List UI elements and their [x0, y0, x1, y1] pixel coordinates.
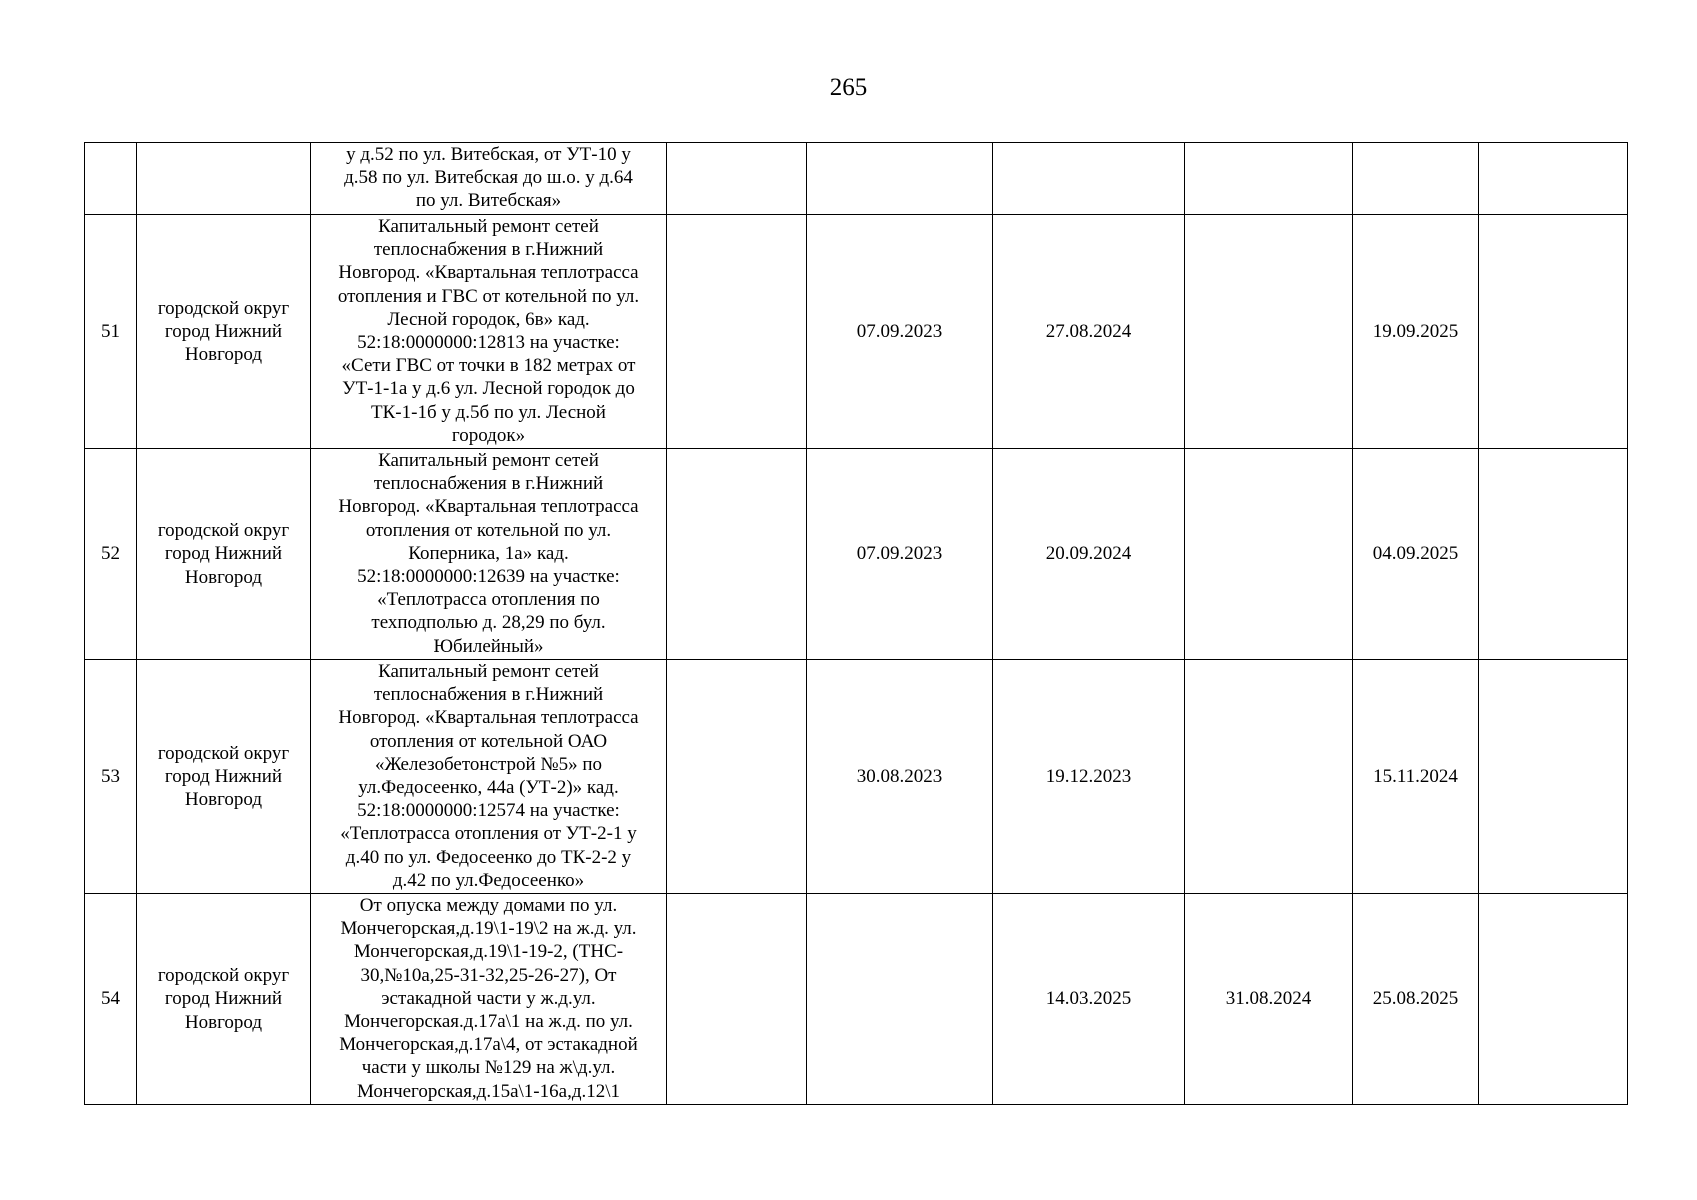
date-cell-4: [1353, 215, 1479, 449]
object-description-cell: [311, 143, 667, 215]
object-description-cell-text: От опуска между домами по ул. Мончегорская,д.19\1-19\2 на ж.д. ул. Мончегорская,д.19\1-19-2, (ТНС- 30,№10а,25-31-32,25-26-27), От эстакадной части у ж.д.ул. Мончегорская.д.17а\1 на ж.д. по ул. Мончегорская,д.17а\4, от эстакадной части у школы №129 на ж\д.ул. Мончегорская,д.15а\1-16а,д.12\1: [339, 895, 638, 1102]
date-cell-2-text: 19.12.2023: [1045, 765, 1132, 787]
date-cell-4-text: 19.09.2025: [1372, 320, 1459, 342]
date-cell-4-text: 25.08.2025: [1372, 988, 1459, 1010]
object-description-cell: [311, 894, 667, 1105]
object-description-cell: [311, 449, 667, 660]
date-cell-3: [1185, 894, 1353, 1105]
date-cell-1-text: 07.09.2023: [856, 320, 943, 342]
date-cell-4-text: 04.09.2025: [1372, 543, 1459, 565]
date-cell-3: [1185, 215, 1353, 449]
object-description-cell-text: Капитальный ремонт сетей теплоснабжения в г.Нижний Новгород. «Квартальная теплотрасса отопления от котельной по ул. Коперника, 1а» кад. 52:18:0000000:12639 на участке: «Теплотрасса отопления по техподполью д. 28,29 по бул. Юбилейный»: [338, 450, 639, 657]
row-number-cell: [85, 449, 137, 660]
empty-cell: [1479, 660, 1628, 894]
date-cell-1: [807, 660, 993, 894]
table-row: [85, 894, 1628, 1105]
empty-cell: [667, 449, 807, 660]
register-table: [84, 142, 1628, 1105]
empty-cell: [667, 894, 807, 1105]
date-cell-3: [1185, 143, 1353, 215]
municipality-cell-text: городской округ город Нижний Новгород: [157, 297, 290, 366]
row-number-cell-text: 51: [101, 320, 120, 342]
date-cell-2: [993, 449, 1185, 660]
date-cell-1-text: 30.08.2023: [856, 765, 943, 787]
empty-cell: [1479, 143, 1628, 215]
object-description-cell-text: у д.52 по ул. Витебская, от УТ-10 у д.58 по ул. Витебская до ш.о. у д.64 по ул. Витебская»: [344, 144, 633, 212]
municipality-cell-text: городской округ город Нижний Новгород: [157, 520, 290, 588]
municipality-cell-text: городской округ город Нижний Новгород: [157, 965, 290, 1033]
date-cell-4: [1353, 660, 1479, 894]
date-cell-1-text: 07.09.2023: [856, 543, 943, 565]
row-number-cell-text: 54: [101, 988, 120, 1010]
date-cell-1: [807, 143, 993, 215]
table-row: [85, 215, 1628, 449]
date-cell-3: [1185, 660, 1353, 894]
date-cell-4-text: 15.11.2024: [1373, 765, 1458, 787]
empty-cell: [1479, 449, 1628, 660]
date-cell-3-text: 31.08.2024: [1225, 988, 1312, 1010]
municipality-cell: [137, 449, 311, 660]
date-cell-2: [993, 894, 1185, 1105]
empty-cell: [667, 143, 807, 215]
date-cell-2-text: 14.03.2025: [1045, 988, 1132, 1010]
municipality-cell: [137, 894, 311, 1105]
empty-cell: [667, 660, 807, 894]
date-cell-4: [1353, 449, 1479, 660]
row-number-cell: [85, 660, 137, 894]
municipality-cell: [137, 215, 311, 449]
row-number-cell: [85, 894, 137, 1105]
row-number-cell: [85, 143, 137, 215]
date-cell-2-text: 20.09.2024: [1045, 543, 1132, 565]
table-row: [85, 143, 1628, 215]
date-cell-4: [1353, 894, 1479, 1105]
object-description-cell: [311, 660, 667, 894]
date-cell-2: [993, 215, 1185, 449]
row-number-cell-text: 53: [101, 765, 120, 787]
table-row: [85, 449, 1628, 660]
date-cell-3: [1185, 449, 1353, 660]
municipality-cell: [137, 143, 311, 215]
empty-cell: [667, 215, 807, 449]
row-number-cell: [85, 215, 137, 449]
date-cell-2-text: 27.08.2024: [1045, 320, 1132, 342]
date-cell-4: [1353, 143, 1479, 215]
object-description-cell-text: Капитальный ремонт сетей теплоснабжения в г.Нижний Новгород. «Квартальная теплотрасса отопления от котельной ОАО «Железобетонстрой №5» по ул.Федосеенко, 44а (УТ-2)» кад. 52:18:0000000:12574 на участке: «Теплотрасса отопления от УТ-2-1 у д.40 по ул. Федосеенко до ТК-2-2 у д.42 по ул.Федосеенко»: [338, 661, 639, 891]
date-cell-1: [807, 894, 993, 1105]
date-cell-2: [993, 143, 1185, 215]
row-number-cell-text: 52: [101, 543, 120, 565]
object-description-cell-text: Капитальный ремонт сетей теплоснабжения в г.Нижний Новгород. «Квартальная теплотрасса отопления и ГВС от котельной по ул. Лесной городок, 6в» кад. 52:18:0000000:12813 на участке: «Сети ГВС от точки в 182 метрах от УТ-1-1а у д.6 ул. Лесной городок до ТК-1-1б у д.5б по ул. Лесной городок»: [337, 216, 640, 446]
table-row: [85, 660, 1628, 894]
empty-cell: [1479, 894, 1628, 1105]
object-description-cell: [311, 215, 667, 449]
date-cell-1: [807, 449, 993, 660]
date-cell-2: [993, 660, 1185, 894]
municipality-cell: [137, 660, 311, 894]
municipality-cell-text: городской округ город Нижний Новгород: [157, 742, 290, 811]
empty-cell: [1479, 215, 1628, 449]
date-cell-1: [807, 215, 993, 449]
page-number: 265: [829, 74, 868, 101]
